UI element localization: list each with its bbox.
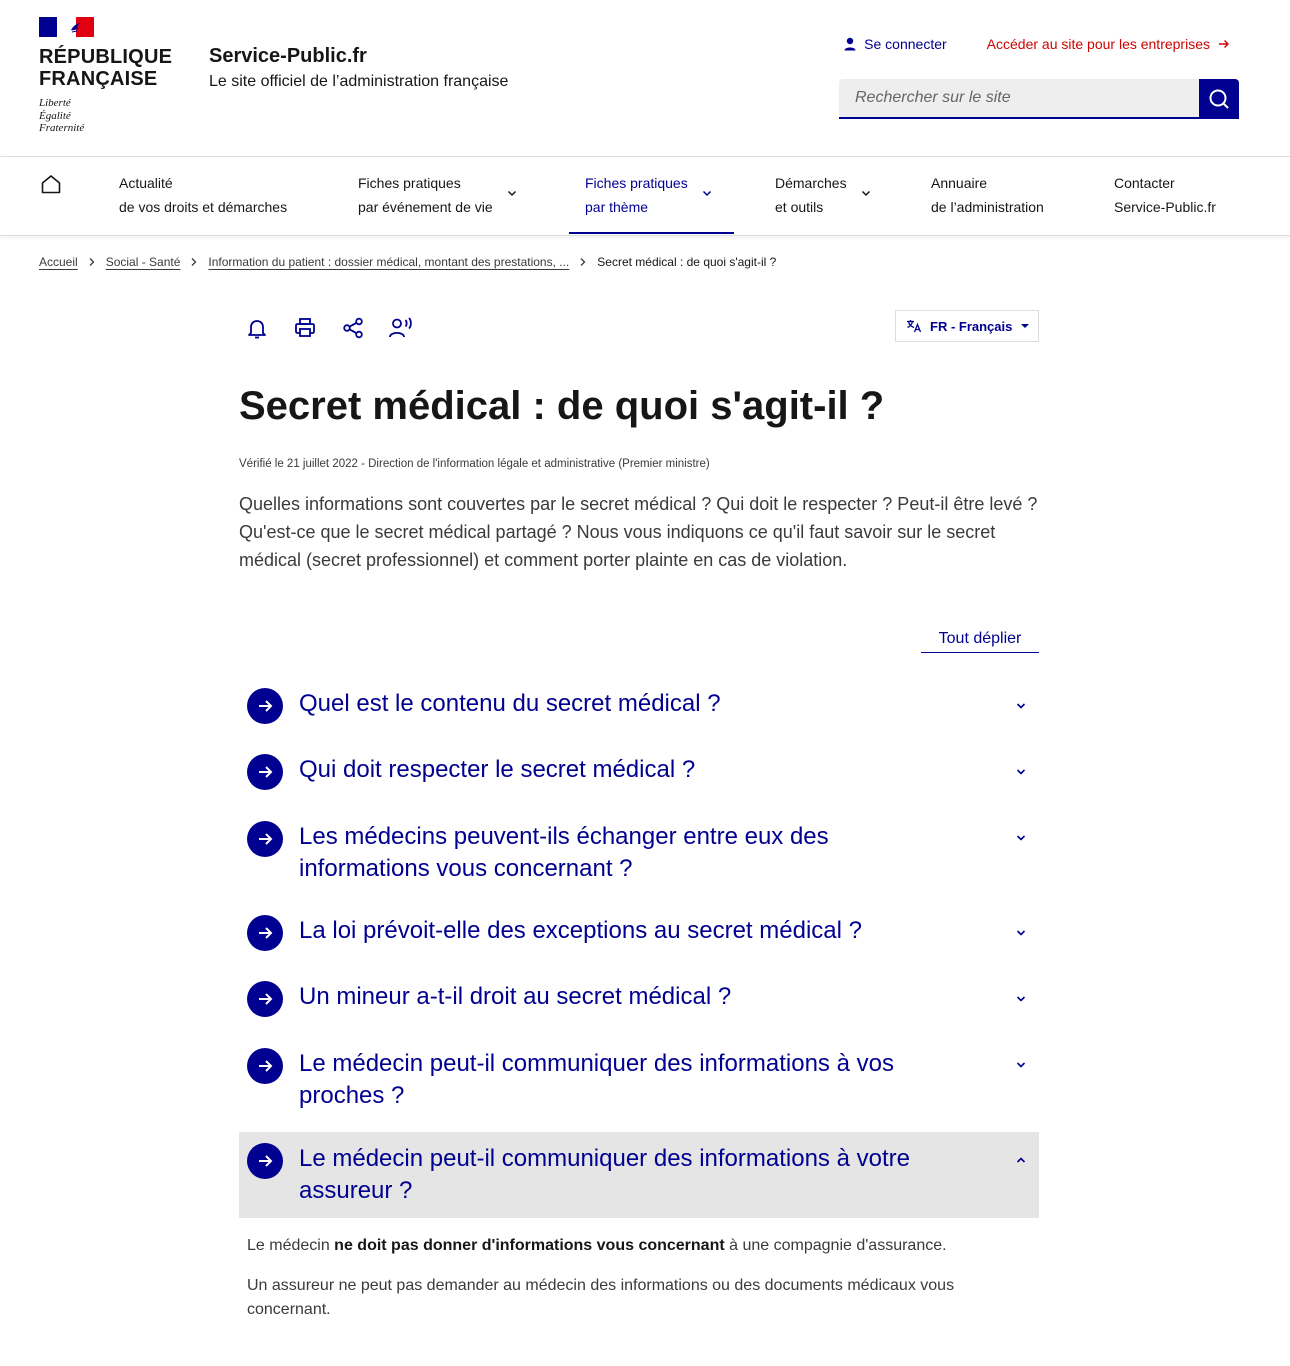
arrow-right-icon — [247, 688, 283, 724]
chevron-right-icon — [88, 257, 96, 267]
breadcrumb-current: Secret médical : de quoi s'agit-il ? — [597, 255, 777, 269]
rf-motto: Liberté Égalité Fraternité — [39, 97, 85, 134]
home-link[interactable] — [40, 173, 62, 195]
arrow-right-icon — [247, 981, 283, 1017]
home-icon — [40, 173, 62, 195]
search-input[interactable] — [839, 79, 1199, 119]
page-title: Secret médical : de quoi s'agit-il ? — [239, 384, 885, 428]
nav-item-actualite[interactable]: Actualité de vos droits et démarches — [119, 175, 288, 215]
arrow-right-icon — [247, 1048, 283, 1084]
answer-paragraph: Un assureur ne peut pas demander au médecin des informations ou des documents médicaux vous concernant. — [247, 1277, 955, 1318]
translate-icon — [906, 319, 922, 333]
chevron-down-icon — [702, 188, 712, 198]
language-label: FR - Français — [930, 318, 1013, 334]
site-tagline: Le site officiel de l’administration française — [209, 73, 509, 90]
arrow-right-icon — [247, 821, 283, 857]
answer-paragraph: Le médecin ne doit pas donner d'informations vous concernant à une compagnie d'assurance. — [247, 1237, 947, 1254]
breadcrumb-link-social-sante[interactable]: Social - Santé — [105, 255, 181, 269]
rf-title: RÉPUBLIQUE FRANÇAISE — [39, 46, 173, 90]
accordion-item[interactable] — [239, 1044, 1039, 1114]
print-button[interactable] — [292, 315, 318, 341]
accordion-item[interactable] — [239, 684, 1039, 728]
chevron-down-icon — [1015, 700, 1027, 712]
breadcrumb-link-accueil[interactable]: Accueil — [39, 255, 78, 269]
chevron-down-icon — [861, 188, 871, 198]
chevron-right-icon — [579, 257, 587, 267]
main-navigation — [0, 157, 1290, 236]
pro-site-link[interactable] — [987, 36, 1230, 52]
arrow-right-icon — [247, 1143, 283, 1179]
subscribe-button[interactable] — [244, 315, 270, 341]
search-bar — [839, 79, 1239, 119]
login-link[interactable] — [844, 36, 947, 52]
accordion-question: Le médecin peut-il communiquer des informations à votre assureur ? — [299, 1145, 910, 1204]
pro-site-label: Accéder au site pour les entreprises — [986, 36, 1210, 52]
arrow-right-icon — [247, 754, 283, 790]
header-tools — [844, 36, 1230, 52]
search-icon — [1208, 88, 1230, 110]
nav-item-annuaire[interactable]: Annuaire de l’administration — [931, 175, 1044, 215]
chevron-down-icon — [507, 188, 517, 198]
listen-button[interactable] — [388, 315, 414, 341]
search-button[interactable] — [1199, 79, 1239, 119]
nav-item-par-theme[interactable]: Fiches pratiques par thème — [585, 171, 712, 219]
site-header — [0, 0, 1290, 157]
arrow-right-icon — [1218, 38, 1230, 50]
chevron-down-icon — [1015, 993, 1027, 1005]
accordion-item-expanded[interactable] — [239, 1132, 1039, 1218]
accordion-question: Les médecins peuvent-ils échanger entre eux des informations vous concernant ? — [299, 823, 829, 882]
accordion-item[interactable] — [239, 817, 1039, 887]
intro-text: Quelles informations sont couvertes par le secret médical ? Qui doit le respecter ? Peut-il être levé ? Qu'est-ce que le secret médical partagé ? Nous vous indiquons ce qu'il faut savoir sur le secret médical (secret professionnel) et comment porter plainte en cas de violation. — [239, 494, 1038, 570]
chevron-down-icon — [1015, 766, 1027, 778]
caret-down-icon — [1020, 323, 1030, 329]
nav-item-evenement-de-vie[interactable]: Fiches pratiques par événement de vie — [358, 171, 517, 219]
accordion-item[interactable] — [239, 977, 1039, 1021]
accordion-item[interactable] — [239, 750, 1039, 794]
marianne-icon — [69, 20, 83, 34]
arrow-right-icon — [247, 915, 283, 951]
speaking-person-icon — [388, 316, 414, 340]
accordion-question: La loi prévoit-elle des exceptions au secret médical ? — [299, 917, 862, 944]
login-label: Se connecter — [864, 36, 947, 52]
site-name: Service-Public.fr — [209, 45, 367, 67]
breadcrumb-link-information-patient[interactable]: Information du patient : dossier médical, montant des prestations, ... — [208, 255, 570, 269]
chevron-down-icon — [1015, 832, 1027, 844]
site-brand[interactable] — [209, 44, 508, 93]
chevron-up-icon — [1015, 1154, 1027, 1166]
active-nav-indicator — [569, 232, 734, 234]
republique-francaise-logo[interactable] — [39, 17, 179, 135]
accordion-item[interactable] — [239, 911, 1039, 955]
language-selector[interactable] — [895, 310, 1039, 342]
accordion-question: Le médecin peut-il communiquer des informations à vos proches ? — [299, 1050, 894, 1109]
verified-date: Vérifié le 21 juillet 2022 - Direction de l'information légale et administrative (Premier ministre) — [239, 458, 710, 470]
chevron-down-icon — [1015, 1059, 1027, 1071]
french-flag-icon — [39, 17, 94, 37]
breadcrumb — [39, 254, 776, 270]
page-actions — [244, 315, 414, 341]
nav-item-contacter[interactable]: Contacter Service-Public.fr — [1114, 175, 1216, 215]
user-icon — [844, 37, 856, 51]
printer-icon — [293, 316, 317, 340]
chevron-down-icon — [1015, 927, 1027, 939]
chevron-right-icon — [190, 257, 198, 267]
accordion-question: Quel est le contenu du secret médical ? — [299, 690, 721, 717]
bell-icon — [245, 316, 269, 340]
nav-item-demarches[interactable]: Démarches et outils — [775, 171, 871, 219]
accordion-question: Qui doit respecter le secret médical ? — [299, 756, 696, 783]
share-button[interactable] — [340, 315, 366, 341]
accordion-question: Un mineur a-t-il droit au secret médical ? — [299, 983, 732, 1010]
share-icon — [341, 316, 365, 340]
expand-all-button[interactable]: Tout déplier — [921, 625, 1039, 653]
